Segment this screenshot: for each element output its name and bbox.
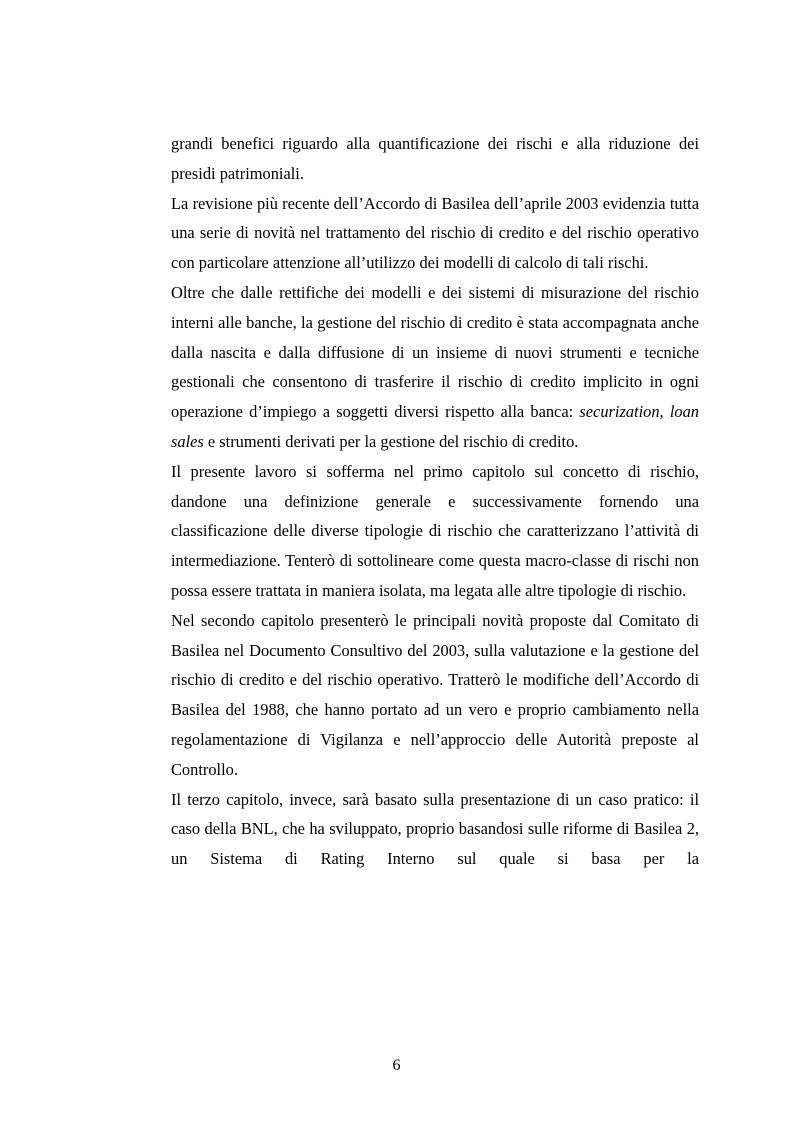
paragraph-text: , [659,402,670,422]
paragraph-text: Il presente lavoro si sofferma nel primo capitolo sul concetto di rischio, dandone una definizione generale e successivamente fornendo una classificazione delle diverse tipologie di rischio che caratterizzano l’attività di intermediazione. Tenterò di sottolineare come questa macro-classe di rischi non possa essere trattata in maniera isolata, ma legata alle altre tipologie di rischio. [171,461,699,600]
paragraph-text: Il terzo capitolo, invece, sarà basato sulla presentazione di un caso pratico: il caso della BNL, che ha sviluppato, proprio basandosi sulle riforme di Basilea 2, un Sistema di Rating Interno sul quale si basa per la [171,789,699,869]
italic-term: loan sales [171,402,699,451]
body-text [171,129,699,874]
paragraph-text: grandi benefici riguardo alla quantificazione dei rischi e alla riduzione dei presidi patrimoniali. [171,134,699,183]
paragraph-text: e strumenti derivati per la gestione del rischio di credito. [203,431,579,451]
paragraph [171,606,699,785]
paragraph [171,129,699,189]
paragraph-text: La revisione più recente dell’Accordo di Basilea dell’aprile 2003 evidenzia tutta una serie di novità nel trattamento del rischio di credito e del rischio operativo con particolare attenzione all’utilizzo dei modelli di calcolo di tali rischi. [171,193,699,273]
paragraph [171,457,699,606]
italic-term: securization [579,402,660,422]
paragraph-text: Oltre che dalle rettifiche dei modelli e dei sistemi di misurazione del rischio interni alle banche, la gestione del rischio di credito è stata accompagnata anche dalla nascita e dalla diffusione di un insieme di nuovi strumenti e tecniche gestionali che consentono di trasferire il rischio di credito implicito in ogni operazione d’impiego a soggetti diversi rispetto alla banca: [171,282,699,422]
page-number: 6 [392,1057,401,1074]
paragraph-text: Nel secondo capitolo presenterò le principali novità proposte dal Comitato di Basilea nel Documento Consultivo del 2003, sulla valutazione e la gestione del rischio di credito e del rischio operativo. Tratterò le modifiche dell’Accordo di Basilea del 1988, che hanno portato ad un vero e proprio cambiamento nella regolamentazione di Vigilanza e nell’approccio delle Autorità preposte al Controllo. [171,610,699,779]
paragraph [171,278,699,457]
paragraph [171,785,699,874]
paragraph [171,189,699,278]
